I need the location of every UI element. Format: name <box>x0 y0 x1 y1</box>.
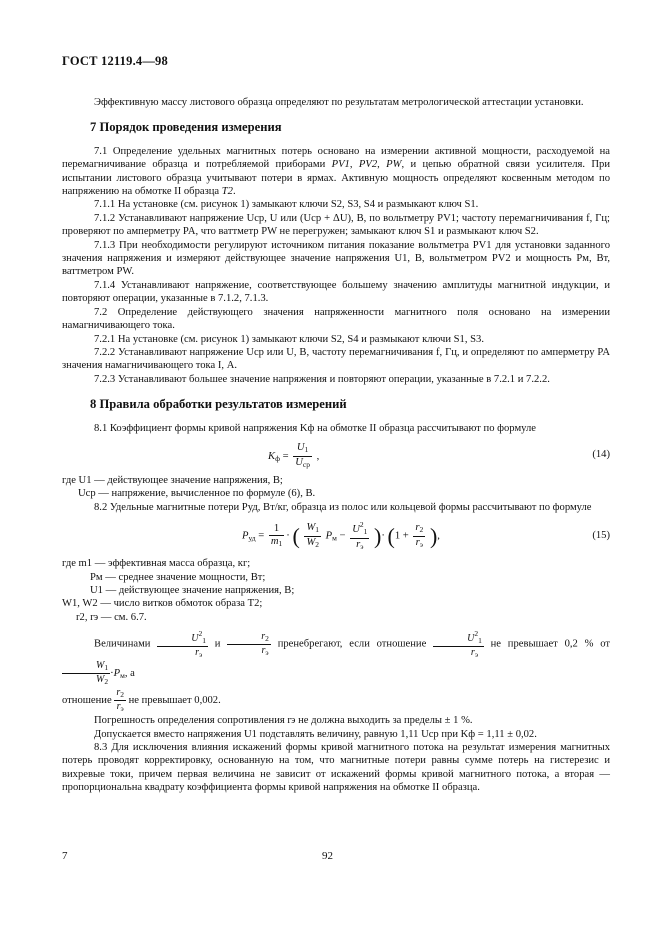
intro-paragraph: Эффективную массу листового образца определяют по результатам метрологической аттестации установки. <box>94 97 584 108</box>
where-ucp: Uср — напряжение, вычисленное по формуле (6), В. <box>78 488 316 500</box>
formula-14 <box>62 438 610 472</box>
page-number: 92 <box>322 850 333 862</box>
where-r2re: r2, rэ — см. 6.7. <box>76 611 147 623</box>
footer-section-number: 7 <box>62 850 68 862</box>
document-body <box>62 96 610 795</box>
paragraph-7-2-3: 7.2.3 Устанавливают большее значение напряжения и повторяют операции, указанные в 7.2.1 и 7.2.2. <box>94 373 550 385</box>
paragraph-7-1-2: 7.1.2 Устанавливают напряжение Uср, U или (Uср + ΔU), В, по вольтметру PV1; частоту перемагничивания f, Гц; проверяют по амперметру PA, что ваттметр PW не перегружен; замыкают ключ S1 и размыкают ключ S2. <box>62 212 610 238</box>
paragraph-8-1: 8.1 Коэффициент формы кривой напряжения Kф на обмотке II образца рассчитывают по формуле <box>94 422 536 434</box>
formula-15 <box>62 517 610 555</box>
paragraph-7-1-1: 7.1.1 На установке (см. рисунок 1) замыкают ключи S2, S3, S4 и размыкают ключ S1. <box>94 199 479 211</box>
where-u1-2: U1 — действующее значение напряжения, В; <box>90 584 295 596</box>
standard-header: ГОСТ 12119.4—98 <box>62 54 168 68</box>
paragraph-ratio: отношение $\frac{r_2}{r_э}$ не превышает 0,002. <box>62 687 221 714</box>
paragraph-7-2-1: 7.2.1 На установке (см. рисунок 1) замыкают ключи S2, S4 и размыкают ключи S1, S3. <box>94 333 484 345</box>
paragraph-7-1: 7.1 Определение удельных магнитных потерь основано на измерении активной мощности, расходуемой на перемагничивание образца и потребляемой приборами PV1, PV2, PW, и цепью обратной связи усилителя. При испытании листового образца учитывают потери в ярмах. Активную мощность определяют косвенным методом по напряжению на обмотке II образца Т2. <box>62 145 611 198</box>
formula-15-number: (15) <box>592 530 610 542</box>
where-u1: где U1 — действующее значение напряжения, В; <box>62 474 283 486</box>
section-7-heading: 7 Порядок проведения измерения <box>90 120 282 135</box>
paragraph-7-1-4: 7.1.4 Устанавливают напряжение, соответствующее большему значению амплитуды магнитной индукции, и повторяют операции, указанные в 7.1.2, 7.1.3. <box>62 279 610 305</box>
where-pm: Pм — среднее значение мощности, Вт; <box>90 571 266 583</box>
paragraph-7-1-3: 7.1.3 При необходимости регулируют источником питания показание вольтметра PV1 для установки заданного значения напряжения и измеряют действующее значение напряжения U1, В, вольтметром PV2 и мощность Pм, Вт, ваттметром PW. <box>62 239 610 278</box>
paragraph-7-2-2: 7.2.2 Устанавливают напряжение Uср или U, В, частоту перемагничивания f, Гц, и определяют по амперметру PA значения намагничивающего тока I, А. <box>62 346 610 372</box>
where-list-15 <box>62 557 610 624</box>
formula-15-expression: $P_{уд}$ = $\frac{1}{m_1}$ · ( $\frac{W_1}{W_2}$ $P_м$ − $\frac{U^2_1}{r_э}$ )· (1 + $\frac{r_2}{r_э}$ ), <box>242 520 440 552</box>
paragraph-8-2: 8.2 Удельные магнитные потери Pуд, Вт/кг, образца из полос или кольцевой формы рассчитывают по формуле <box>94 501 592 513</box>
formula-14-number: (14) <box>592 448 610 460</box>
formula-14-expression: $K_ф$ = $\frac{U_1}{U_{ср}}$ , <box>268 441 320 469</box>
where-w1w2: W1, W2 — число витков обмоток образа Т2; <box>62 598 263 610</box>
paragraph-7-2: 7.2 Определение действующего значения напряженности магнитного поля основано на измерении намагничивающего тока. <box>62 306 610 332</box>
paragraph-neglect: Величинами $\frac{U^2_1}{r_э}$ и $\frac{r_2}{r_э}$ пренебрегают, если отношение $\frac{U^2_1}{r_э}$ не превышает 0,2 % от $\frac{W_1}{W_2}$ $\cdot P_м$, а <box>62 628 610 687</box>
paragraph-8-3: 8.3 Для исключения влияния искажений формы кривой магнитного потока на результат измерения магнитных потерь проводят корректировку, основанную на том, что магнитные потери равны сумме потерь на гистерезис и вихревые токи, причем первая величина не зависит от искажений формы кривой магнитного потока, а вторая — пропорциональна квадрату коэффициента формы кривой напряжения на обмотке II образца. <box>62 742 610 794</box>
where-m1: где m1 — эффективная масса образца, кг; <box>62 558 251 570</box>
paragraph-allowed: Допускается вместо напряжения U1 подставлять величину, равную 1,11 Uср при Kф = 1,11 ± 0,02. <box>94 728 537 740</box>
paragraph-error: Погрешность определения сопротивления rэ не должна выходить за пределы ± 1 %. <box>94 715 473 727</box>
section-8-heading: 8 Правила обработки результатов измерений <box>90 397 347 412</box>
